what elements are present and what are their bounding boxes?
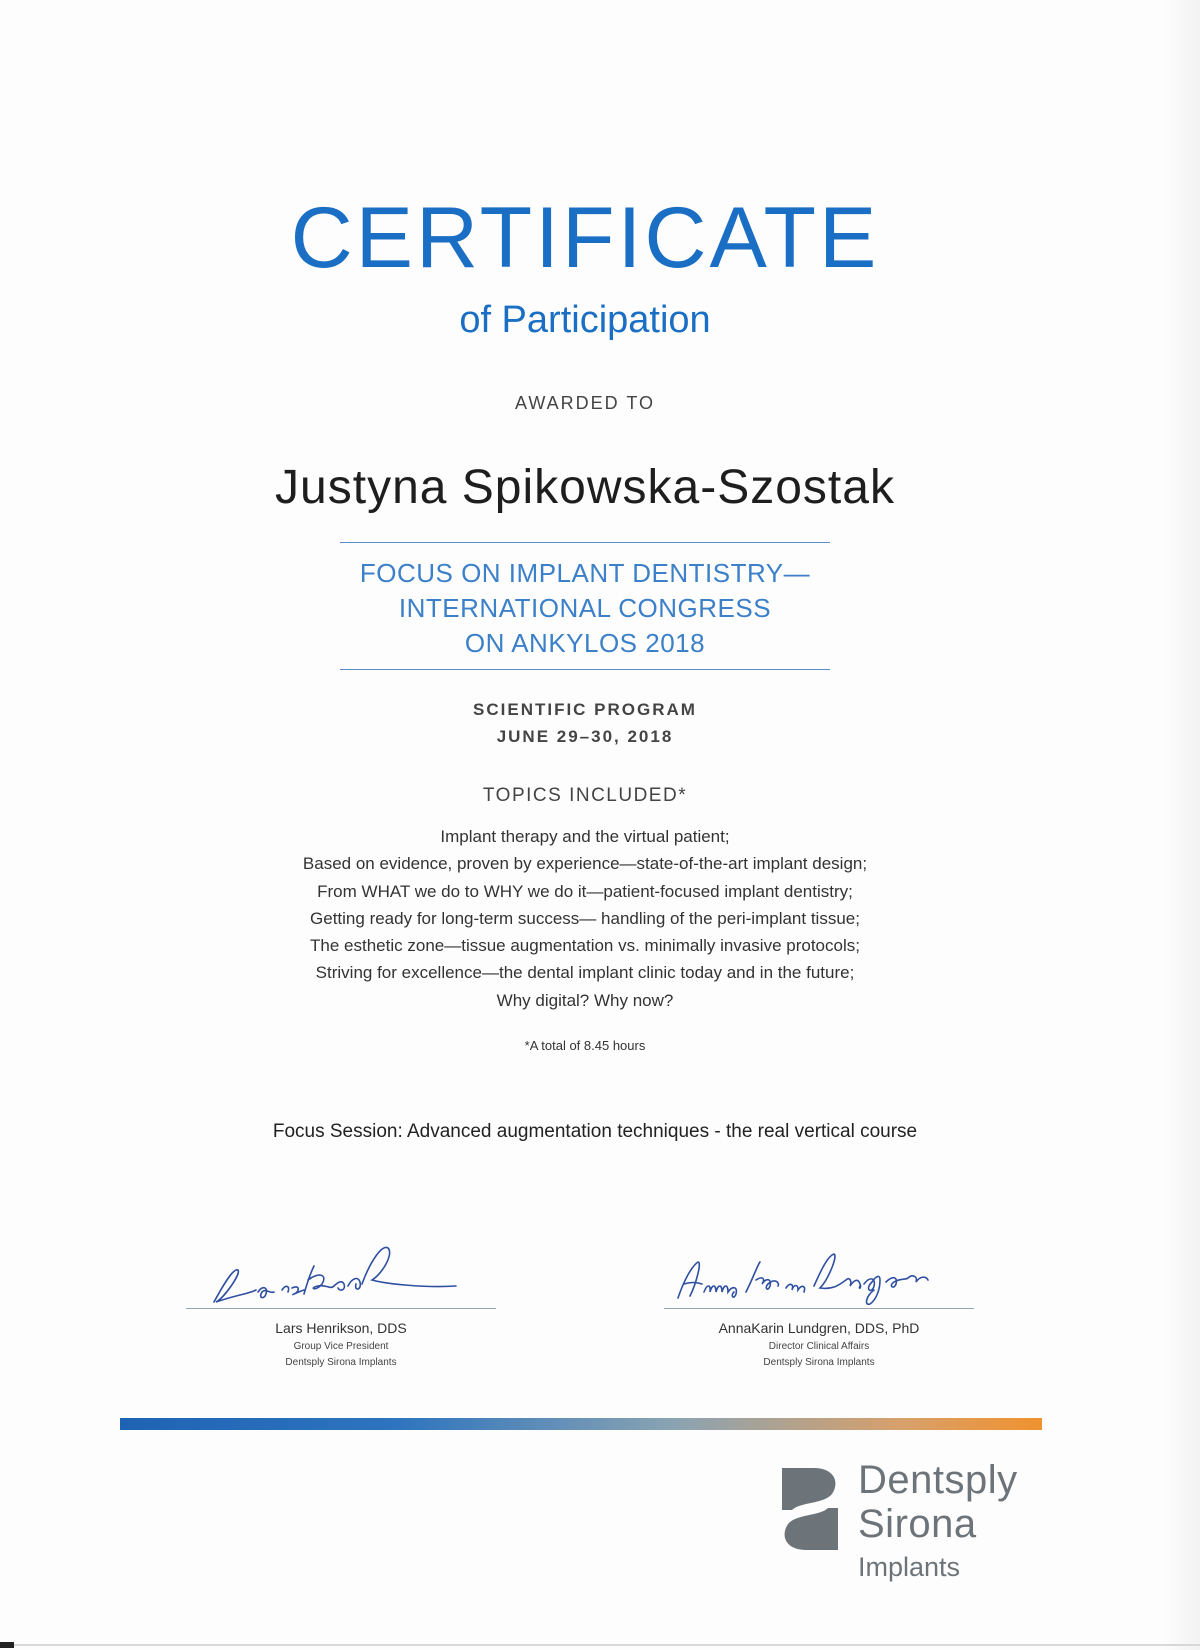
focus-session: Focus Session: Advanced augmentation techniques - the real vertical course bbox=[272, 1121, 918, 1142]
topic-item: The esthetic zone—tissue augmentation vs. minimally invasive protocols; bbox=[310, 936, 860, 956]
logo-line-dentsply: Dentsply bbox=[858, 1458, 1018, 1502]
topic-item: Getting ready for long-term success— handling of the peri-implant tissue; bbox=[310, 908, 860, 928]
signatory-company: Dentsply Sirona Implants bbox=[763, 1357, 875, 1368]
event-rule-top bbox=[340, 542, 830, 543]
event-rule-bottom bbox=[340, 669, 830, 670]
signature-annakarin-lundgren bbox=[664, 1240, 974, 1308]
signature-line bbox=[664, 1308, 974, 1309]
logo-line-implants: Implants bbox=[858, 1552, 961, 1582]
topic-item: Striving for excellence—the dental implant clinic today and in the future; bbox=[315, 963, 855, 983]
certificate-title: CERTIFICATE bbox=[290, 190, 880, 286]
topics-heading: TOPICS INCLUDED* bbox=[482, 785, 688, 806]
signatory-title: Director Clinical Affairs bbox=[768, 1341, 870, 1352]
topic-item: Based on evidence, proven by experience—state-of-the-art implant design; bbox=[302, 854, 868, 874]
program-dates: JUNE 29–30, 2018 bbox=[496, 727, 674, 746]
event-title-line: ON ANKYLOS 2018 bbox=[464, 628, 706, 658]
topic-item: From WHAT we do to WHY we do it—patient-focused implant dentistry; bbox=[317, 881, 853, 901]
awarded-to-label: AWARDED TO bbox=[514, 393, 655, 413]
signature-block-right bbox=[664, 1240, 974, 1369]
hours-footnote: *A total of 8.45 hours bbox=[524, 1038, 646, 1053]
dentsply-sirona-logo bbox=[780, 1458, 1060, 1582]
recipient-name: Justyna Spikowska-Szostak bbox=[275, 461, 895, 514]
brand-color-band bbox=[120, 1418, 1042, 1430]
signatory-name: AnnaKarin Lundgren, DDS, PhD bbox=[718, 1320, 920, 1336]
signatory-name: Lars Henrikson, DDS bbox=[275, 1320, 407, 1336]
dentsply-sirona-s-icon bbox=[780, 1464, 840, 1554]
event-title-line: FOCUS ON IMPLANT DENTISTRY— bbox=[359, 558, 811, 588]
topic-item: Why digital? Why now? bbox=[496, 990, 674, 1010]
logo-wordmark bbox=[858, 1458, 1018, 1584]
program-label: SCIENTIFIC PROGRAM bbox=[473, 700, 697, 719]
program-block bbox=[0, 696, 1170, 750]
signature-block-left bbox=[186, 1240, 496, 1369]
signatory-title: Group Vice President bbox=[293, 1341, 389, 1352]
signature-line bbox=[186, 1308, 496, 1309]
signatory-company: Dentsply Sirona Implants bbox=[285, 1357, 397, 1368]
event-title bbox=[0, 556, 1170, 661]
topics-list bbox=[0, 823, 1170, 1014]
logo-line-sirona: Sirona bbox=[858, 1502, 977, 1546]
certificate-subtitle: of Participation bbox=[459, 299, 711, 341]
event-title-line: INTERNATIONAL CONGRESS bbox=[398, 593, 772, 623]
topic-item: Implant therapy and the virtual patient; bbox=[440, 827, 730, 846]
scan-corner-mark bbox=[0, 1642, 14, 1648]
signature-lars-henrikson bbox=[186, 1240, 496, 1308]
scan-bottom-edge bbox=[0, 1644, 1200, 1646]
